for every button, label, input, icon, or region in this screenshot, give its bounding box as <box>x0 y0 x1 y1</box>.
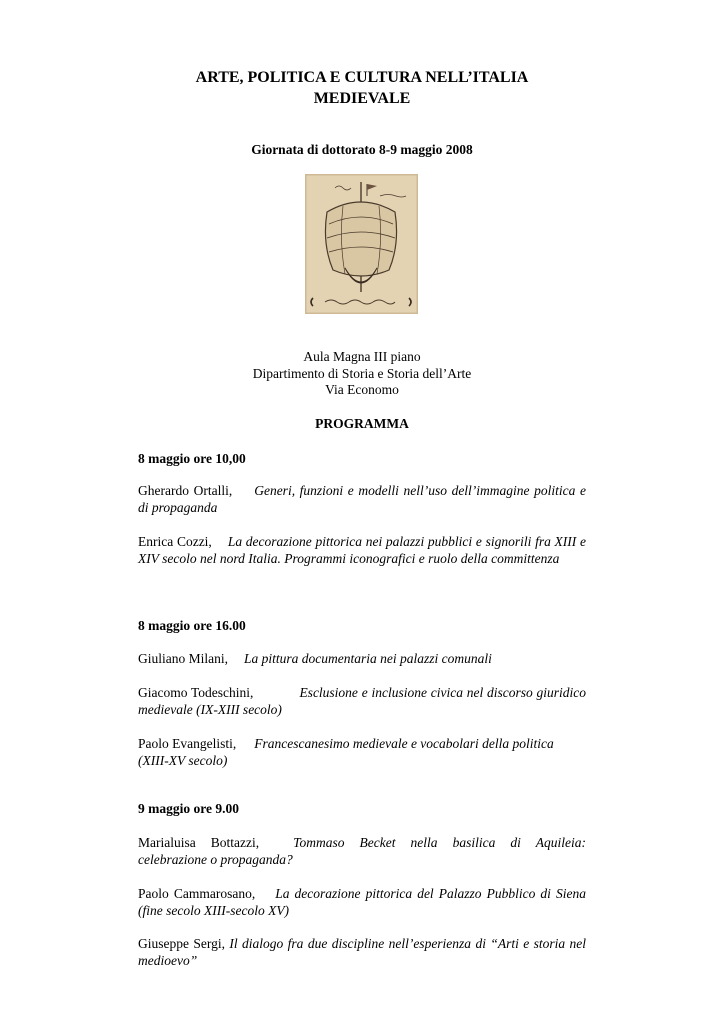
session-time: 8 maggio ore 10,00 <box>138 451 246 466</box>
talk-entry <box>138 684 586 718</box>
talk-entry <box>138 834 586 868</box>
talk-title: Il dialogo fra due discipline nell’esperienza di “Arti e storia nel medioevo” <box>138 936 587 968</box>
venue-room: Aula Magna III piano <box>303 349 421 364</box>
venue-department: Dipartimento di Storia e Storia dell’Arte <box>252 366 472 381</box>
talk-title: La decorazione pittorica nei palazzi pubblici e signorili fra XIII e XIV secolo nel nord Italia. Programmi iconografici e ruolo della committenza <box>138 534 586 566</box>
talk-entry <box>138 533 586 567</box>
talk-entry <box>138 935 586 969</box>
session-time: 9 maggio ore 9.00 <box>138 801 239 816</box>
program-heading: PROGRAMMA <box>315 416 409 431</box>
talk-speaker: Enrica Cozzi, <box>138 534 212 549</box>
document-subtitle: Giornata di dottorato 8-9 maggio 2008 <box>251 142 473 157</box>
ship-drawing-icon <box>305 174 418 314</box>
venue-address: Via Economo <box>325 382 399 397</box>
talk-speaker: Giuliano Milani, <box>138 651 228 666</box>
talk-entry <box>138 482 586 516</box>
talk-entry <box>138 650 586 667</box>
talk-speaker: Giacomo Todeschini, <box>138 685 254 700</box>
document-title-line-1: ARTE, POLITICA E CULTURA NELL’ITALIA <box>195 69 529 86</box>
talk-title: Francescanesimo medievale e vocabolari della politica (XIII-XV secolo) <box>138 736 554 768</box>
talk-speaker: Paolo Evangelisti, <box>138 736 237 751</box>
talk-title: Esclusione e inclusione civica nel discorso giuridico medievale (IX-XIII secolo) <box>138 685 586 717</box>
talk-title: Generi, funzioni e modelli nell’uso dell’immagine politica e di propaganda <box>138 483 586 515</box>
talk-title: Tommaso Becket nella basilica di Aquileia: celebrazione o propaganda? <box>138 835 586 867</box>
talk-speaker: Paolo Cammarosano, <box>138 886 256 901</box>
talk-speaker: Marialuisa Bottazzi, <box>138 835 260 850</box>
talk-speaker: Giuseppe Sergi, <box>138 936 226 951</box>
talk-title: La pittura documentaria nei palazzi comunali <box>244 651 492 666</box>
document-title-line-2: MEDIEVALE <box>313 90 411 107</box>
session-time: 8 maggio ore 16.00 <box>138 618 246 633</box>
talk-speaker: Gherardo Ortalli, <box>138 483 233 498</box>
talk-entry <box>138 885 586 919</box>
talk-entry <box>138 735 586 769</box>
talk-title: La decorazione pittorica del Palazzo Pubblico di Siena (fine secolo XIII-secolo XV) <box>138 886 586 918</box>
